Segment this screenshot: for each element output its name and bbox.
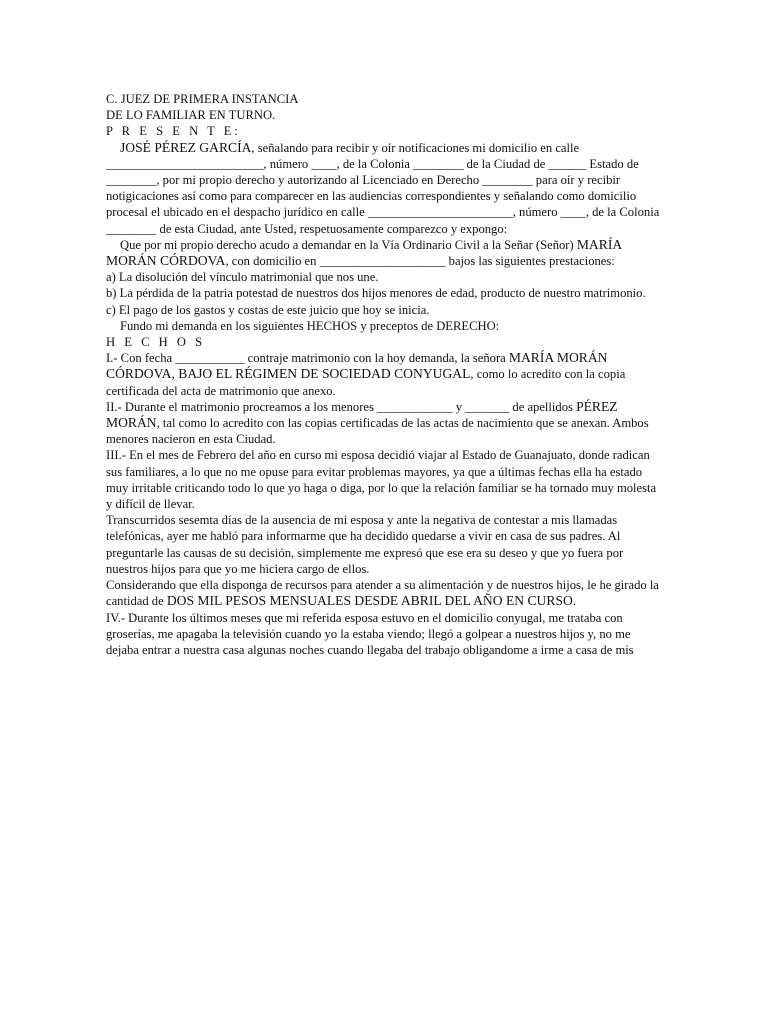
hecho-paragraph: IV.- Durante los últimos meses que mi referida esposa estuvo en el domicilio conyugal, me trataba con groserías, me apagaba la televisión cuando yo la estaba viendo; llegó a golpear a nuestros hijos y, no me dejaba entrar a nuestra casa algunas noches cuando llegaba del trabajo obligandome a irme a casa de mis xyxy=(106,610,634,657)
intro-paragraph xyxy=(106,140,662,237)
plaintiff-name: JOSÉ PÉREZ GARCÍA xyxy=(120,139,252,155)
prestacion-item: c) El pago de los gastos y costas de este juicio que hoy se inicia. xyxy=(106,302,430,317)
hecho-text: II.- Durante el matrimonio procreamos a los menores ____________ y _______ de apellidos xyxy=(106,399,577,414)
presente-heading: P R E S E N T E: xyxy=(106,124,241,139)
hecho-paragraph: III.- En el mes de Febrero del año en curso mi esposa decidió viajar al Estado de Guanajuato, donde radican sus familiares, a lo que no me opuse para evitar problemas mayores, ya que a últimas fechas ella ha estado muy irritable criticando todo lo que yo haga o diga, por lo que la relación familiar se ha tornado muy molesta y difícil de llevar. xyxy=(106,448,657,512)
demand-paragraph xyxy=(106,237,662,269)
addressee-line: C. JUEZ DE PRIMERA INSTANCIA xyxy=(106,92,299,106)
hecho-emphasis: MARÍA MORÁN CÓRDOVA, BAJO EL RÉGIMEN DE SOCIEDAD CONYUGAL xyxy=(106,350,608,382)
demand-text: , con domicilio en ____________________ bajos las siguientes prestaciones: xyxy=(225,254,615,269)
prestacion-item: b) La pérdida de la patria potestad de nuestros dos hijos menores de edad, producto de nuestro matrimonio. xyxy=(106,286,646,301)
considerando-emphasis: DOS MIL PESOS MENSUALES DESDE ABRIL DEL AÑO EN CURSO. xyxy=(166,593,577,609)
transcurridos-paragraph: Transcurridos sesemta días de la ausencia de mi esposa y ante la negativa de contestar a mis llamadas telefónicas, ayer me habló para informarme que ha decidido quedarse a vivir en casa de sus padres. Al preguntarle las causas de su decisión, simplemente me expresó que ese era su deseo y que yo fuera por nuestros hijos para que yo me hiciera cargo de ellos. xyxy=(106,513,624,576)
hecho-text: , tal como lo acredito con las copias certificadas de las actas de nacimiento que se anexan. Ambos menores nacieron en esta Ciudad. xyxy=(106,416,649,447)
hecho-text: I.- Con fecha ___________ contraje matrimonio con la hoy demanda, la señora xyxy=(106,351,509,366)
demand-text: Que por mi propio derecho acudo a demandar en la Vía Ordinario Civil a la Señar (Señor) xyxy=(120,237,577,252)
hecho-text: , como lo acredito con la copia certificada del acta de matrimonio que anexo. xyxy=(106,367,626,398)
hechos-heading: H E C H O S xyxy=(106,335,206,350)
addressee-line: DE LO FAMILIAR EN TURNO. xyxy=(106,108,276,123)
document-body xyxy=(106,91,662,658)
hecho-paragraph xyxy=(106,399,662,448)
hecho-emphasis: PÉREZ MORÁN xyxy=(106,398,618,431)
defendant-name: MARÍA MORÁN CÓRDOVA xyxy=(106,236,622,269)
considerando-text: Considerando que ella disponga de recursos para atender a su alimentación y de nuestros hijos, le he girado la cantidad de xyxy=(106,578,659,609)
fundamento-paragraph: Fundo mi demanda en los siguientes HECHOS y preceptos de DERECHO: xyxy=(120,318,500,333)
hecho-paragraph xyxy=(106,350,662,399)
intro-text: , señalando para recibir y oír notificaciones mi domicilio en calle _________________________, número ____, de la Colonia ________ de la Ciudad de ______ Estado de ________, por mi propio derecho y autorizando al Licenciado en Derecho ________ para oír y recibir notigicaciones así como para comparecer en las audiencias correspondientes y señalando como domicilio procesal el ubicado en el despacho jurídico en calle _______________________, número ____, de la Colonia ________ de esta Ciudad, ante Usted, respetuosamente comparezco y expongo: xyxy=(106,140,660,236)
considerando-paragraph xyxy=(106,577,662,609)
prestacion-item: a) La disolución del vínculo matrimonial que nos une. xyxy=(106,270,379,285)
